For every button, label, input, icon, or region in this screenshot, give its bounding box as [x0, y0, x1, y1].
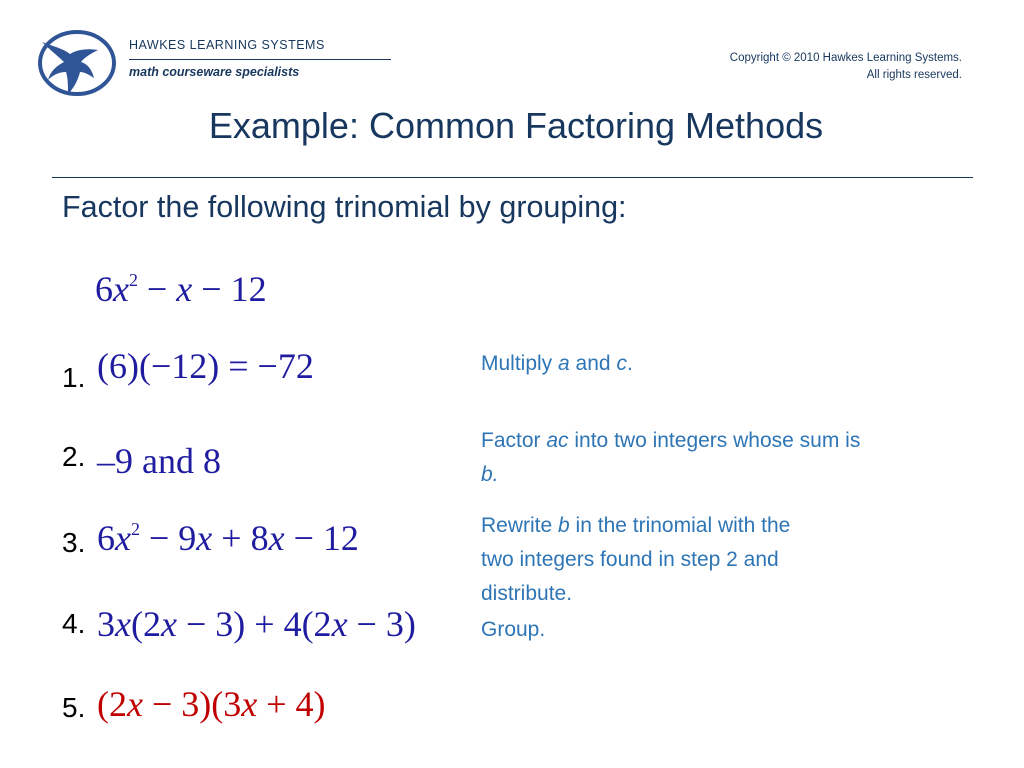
step-3-note: Rewrite b in the trinomial with the two integers found in step 2 and distribute.	[481, 514, 791, 605]
title-divider	[52, 177, 973, 178]
step-1-note: Multiply a and c.	[481, 352, 633, 375]
brand-tagline: math courseware specialists	[129, 65, 300, 79]
step-5-math: (2x − 3)(3x + 4)	[97, 684, 326, 724]
brand-name: HAWKES LEARNING SYSTEMS	[129, 38, 325, 52]
step-3-number: 3.	[62, 527, 86, 558]
step-4-math: 3x(2x − 3) + 4(2x − 3)	[97, 604, 416, 644]
brand-divider	[129, 59, 391, 60]
copyright-line-1: Copyright © 2010 Hawkes Learning Systems.	[729, 52, 962, 64]
slide-title: Example: Common Factoring Methods	[208, 105, 824, 146]
step-2-number: 2.	[62, 441, 86, 472]
step-2-note: Factor ac into two integers whose sum is b.	[481, 429, 861, 486]
step-4-number: 4.	[62, 608, 86, 639]
trinomial-expression: $6x^2 - x - 12$	[95, 269, 267, 309]
step-2-math: –9 and 8	[97, 441, 221, 481]
intro-text: Factor the following trinomial by grouping:	[62, 190, 627, 224]
step-4-note: Group.	[481, 618, 546, 641]
copyright-line-2: All rights reserved.	[866, 69, 962, 81]
brand-block	[129, 38, 391, 79]
copyright-notice	[730, 50, 962, 84]
step-5-number: 5.	[62, 692, 86, 723]
step-3-math: $6x^2 - 9x + 8x - 12$	[97, 518, 359, 558]
step-1-number: 1.	[62, 362, 86, 393]
step-1-math: (6)(−12) = −72	[97, 346, 314, 386]
hawkes-logo-icon	[34, 28, 116, 98]
